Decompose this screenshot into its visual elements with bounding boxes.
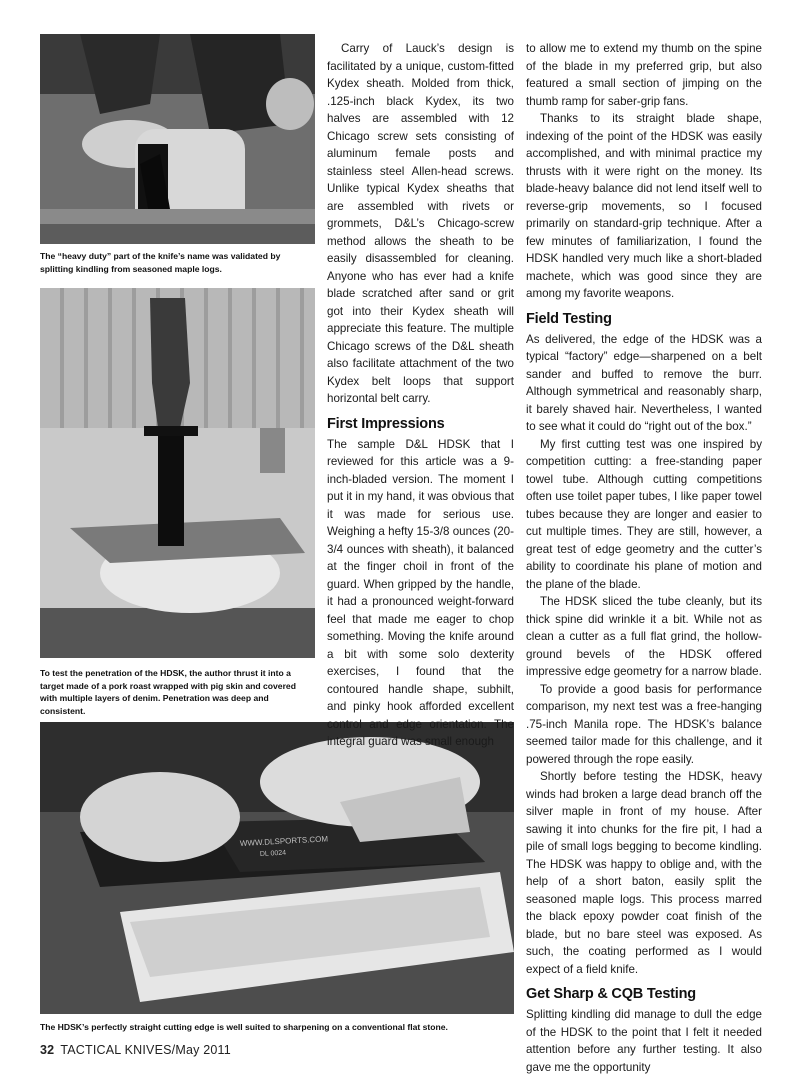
- paragraph: to allow me to extend my thumb on the spine of the blade in my preferred grip, but also featured a small section of jimping on the thumb ramp for saber-grip fans.: [526, 42, 762, 108]
- photo-penetration-test: [40, 288, 315, 658]
- caption-photo-3: The HDSK’s perfectly straight cutting edge is well suited to sharpening on a conventional flat stone.: [40, 1022, 448, 1032]
- paragraph: The sample D&L HDSK that I reviewed for this article was a 9-inch-bladed version. The moment I put it in my hand, it was obvious that it was made for serious use. Weighing a hefty 15-3/8 ounces (20-3/4 ounces with sheath), it balanced at the finger choil in front of the guard. When gripped by the handle, it had a pronounced weight-forward feel that made me eager to chop something. Moving the knife around a bit with some solo dexterity exercises, I found that the contoured handle shape, subhilt, and pinky hook afforded excellent control and edge orientation. The integral guard was small enough: [327, 437, 514, 748]
- paragraph: Thanks to its straight blade shape, indexing of the point of the HDSK was easily accomplished, and with minimal practice my thrusts with it were right on the money. Its blade-heavy balance did not lend itself well to reverse-grip movements, so I focused primarily on standard-grip technique. After a few minutes of familiarization, I found the HDSK handled very much like a short-bladed machete, which was good since they are among my favorite weapons.: [526, 112, 762, 300]
- paragraph: To provide a good basis for performance comparison, my next test was a free-hanging .75-inch Manila rope. The HDSK’s balance seemed tailor made for this challenge, and it powered through the rope easily.: [526, 682, 762, 766]
- publication-name: TACTICAL KNIVES/May 2011: [60, 1043, 231, 1057]
- photo-splitting-kindling: [40, 34, 315, 244]
- paragraph: The HDSK sliced the tube cleanly, but its thick spine did wrinkle it a bit. While not as clean a cutter as a full flat grind, the hollow-ground bevels of the HDSK offered impressive edge geometry for a narrow blade.: [526, 595, 762, 678]
- caption-photo-2: To test the penetration of the HDSK, the author thrust it into a target made of a pork roast wrapped with pig skin and covered with multiple layers of denim. Penetration was deep and consistent.: [40, 668, 296, 716]
- paragraph: My first cutting test was one inspired by competition cutting: a free-standing paper towel tube. Although cutting competitions often use toilet paper tubes, I like paper towel tubes because they are longer and easier to cut multiple times. They are still, however, a great test of edge geometry and the cutter’s ability to coordinate his plane of motion and the plane of the blade.: [526, 437, 762, 591]
- heading-field-testing: Field Testing: [526, 310, 612, 327]
- article-column-2: [327, 40, 514, 751]
- heading-get-sharp-cqb-testing: Get Sharp & CQB Testing: [526, 986, 696, 1002]
- paragraph: Carry of Lauck’s design is facilitated by a unique, custom-fitted Kydex sheath. Molded from thick, .125-inch black Kydex, its two halves are assembled with 12 Chicago screw sets consisting of aluminum female posts and stainless steel Allen-head screws. Unlike typical Kydex sheaths that are assembled with rivets or grommets, D&L’s Chicago-screw method allows the sheath to be easily disassembled for cleaning. Anyone who has ever had a knife blade scratched after sand or grit got into their Kydex sheath will appreciate this feature. The multiple Chicago screws of the D&L sheath also facilitate attachment of the two Kydex belt loops that support horizontal belt carry.: [327, 42, 514, 405]
- page-number: 32: [40, 1043, 55, 1057]
- photo-sharpening-image: [40, 722, 514, 1014]
- caption-photo-1: The “heavy duty” part of the knife’s name was validated by splitting kindling from seasoned maple logs.: [40, 251, 281, 274]
- heading-first-impressions: First Impressions: [327, 415, 445, 432]
- paragraph: Shortly before testing the HDSK, heavy winds had broken a large dead branch off the silver maple in front of my house. After sawing it into chunks for the fire pit, I had a pile of small logs begging to become kindling. The HDSK was happy to oblige and, with the help of a short baton, easily split the seasoned maple logs. This process marred the black epoxy powder coat finish of the blade, but no bare steel was exposed. As such, the coating performed as I would expect of a field knife.: [526, 770, 762, 976]
- paragraph: Splitting kindling did manage to dull the edge of the HDSK to the point that I felt it needed attention before any further testing. It also gave me the opportunity: [526, 1008, 762, 1074]
- photo-sharpening: [40, 722, 514, 1014]
- blade-marking-text: WWW.DLSPORTS.COM: [239, 834, 329, 848]
- photo-penetration-test-image: [40, 288, 315, 658]
- blade-model-text: DL 0024: [259, 849, 287, 858]
- paragraph: As delivered, the edge of the HDSK was a typical “factory” edge—sharpened on a belt sander and buffed to remove the burr. Although symmetrical and reasonably sharp, it barely shaved hair. Nevertheless, I wanted to see what it could do “right out of the box.”: [526, 332, 762, 433]
- page-footer: [40, 1043, 231, 1057]
- article-column-3: [526, 40, 762, 1076]
- photo-splitting-kindling-image: [40, 34, 315, 244]
